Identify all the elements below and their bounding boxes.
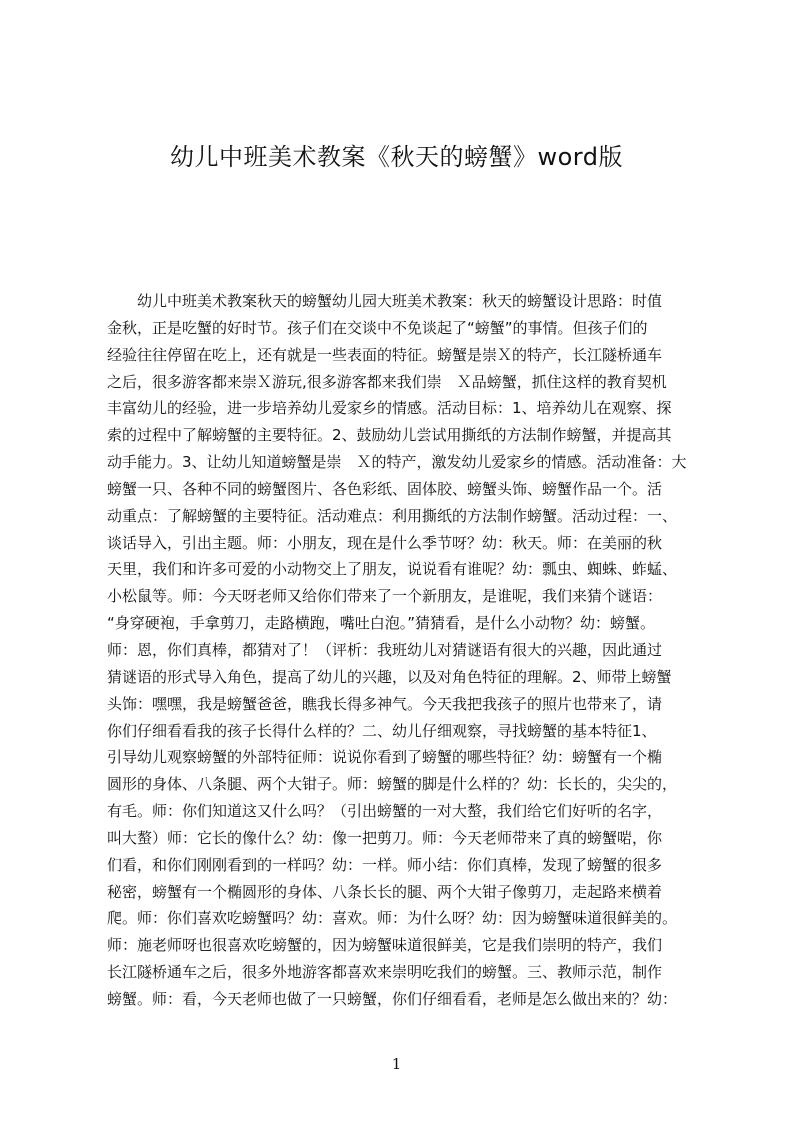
page-number: 1 bbox=[391, 1055, 402, 1073]
body-line: 头饰：嘿嘿，我是螃蟹爸爸，瞧我长得多神气。今天我把我孩子的照片也带来了，请 bbox=[107, 694, 663, 713]
body-line: 螃蟹一只、各种不同的螃蟹图片、各色彩纸、固体胶、螃蟹头饰、螃蟹作品一个。活 bbox=[107, 479, 663, 498]
body-line: 金秋，正是吃蟹的好时节。孩子们在交谈中不免谈起了“螃蟹”的事情。但孩子们的 bbox=[107, 318, 648, 337]
body-line: 经验往往停留在吃上，还有就是一些表面的特征。螃蟹是崇Ｘ的特产，长江隧桥通车 bbox=[107, 345, 663, 364]
body-line: 索的过程中了解螃蟹的主要特征。2、鼓励幼儿尝试用撕纸的方法制作螃蟹，并提高其 bbox=[107, 426, 672, 445]
body-line: 圆形的身体、八条腿、两个大钳子。师：螃蟹的脚是什么样的？幼：长长的，尖尖的， bbox=[107, 775, 678, 794]
document-body bbox=[107, 288, 697, 1038]
body-line: 叫大螯）师：它长的像什么？幼：像一把剪刀。师：今天老师带来了真的螃蟹啱，你 bbox=[107, 828, 663, 847]
body-line: 引导幼儿观察螃蟹的外部特征师：说说你看到了螃蟹的哪些特征？幼：螃蟹有一个椭 bbox=[107, 748, 663, 767]
body-line: 长江隧桥通车之后，很多外地游客都喜欢来崇明吃我们的螃蟹。三、教师示范，制作 bbox=[107, 963, 663, 982]
body-line: 师：施老师呀也很喜欢吃螃蟹的，因为螃蟹味道很鲜美，它是我们崇明的特产，我们 bbox=[107, 936, 663, 955]
body-line: 天里，我们和许多可爱的小动物交上了朋友，说说看有谁呢？幼：瓢虫、蜘蛛、蚱蜢、 bbox=[107, 560, 678, 579]
body-line: 之后，很多游客都来崇Ｘ游玩,很多游客都来我们崇 Ｘ品螃蟹，抓住这样的教育契机 bbox=[107, 372, 667, 391]
body-line: 小松鼠等。师：今天呀老师又给你们带来了一个新朋友，是谁呢，我们来猜个谜语： bbox=[107, 587, 663, 606]
body-line: 师：恩，你们真棒，都猜对了！（评析：我班幼儿对猜谜语有很大的兴趣，因此通过 bbox=[107, 640, 663, 659]
body-line: 动重点：了解螃蟹的主要特征。活动难点：利用撕纸的方法制作螃蟹。活动过程：一、 bbox=[107, 506, 678, 525]
body-line: 猜谜语的形式导入角色，提高了幼儿的兴趣，以及对角色特征的理解。2、师带上螃蟹 bbox=[107, 667, 672, 686]
body-line: 动手能力。3、让幼儿知道螃蟹是崇 Ｘ的特产，激发幼儿爱家乡的情感。活动准备：大 bbox=[107, 453, 687, 472]
document-title: 幼儿中班美术教案《秋天的螃蟹》word版 bbox=[170, 143, 623, 171]
body-line: 你们仔细看看我的孩子长得什么样的？二、幼儿仔细观察，寻找螃蟹的基本特征1、 bbox=[107, 721, 657, 740]
body-line: 螃蟹。师：看，今天老师也做了一只螃蟹，你们仔细看看，老师是怎么做出来的？幼： bbox=[107, 989, 678, 1008]
body-line: “身穿硬袍，手拿剪刀，走路横跑，嘴吐白泡。”猜猜看，是什么小动物？幼：螃蟹。 bbox=[107, 614, 656, 633]
body-line: 幼儿中班美术教案秋天的螃蟹幼儿园大班美术教案：秋天的螃蟹设计思路：时值 bbox=[137, 292, 663, 310]
body-line: 们看，和你们刚刚看到的一样吗？幼：一样。师小结：你们真棒，发现了螃蟹的很多 bbox=[107, 855, 663, 874]
body-line: 丰富幼儿的经验，进一步培养幼儿爱家乡的情感。活动目标：1、培养幼儿在观察、探 bbox=[107, 399, 672, 418]
body-line: 有毛。师：你们知道这又什么吗？（引出螃蟹的一对大螯，我们给它们好听的名字， bbox=[107, 802, 663, 821]
body-line: 谈话导入，引出主题。师：小朋友，现在是什么季节呀？幼：秋天。师：在美丽的秋 bbox=[107, 533, 663, 552]
body-line: 秘密，螃蟹有一个椭圆形的身体、八条长长的腿、两个大钳子像剪刀，走起路来横着 bbox=[107, 882, 663, 901]
body-line: 爬。师：你们喜欢吃螃蟹吗？幼：喜欢。师：为什么呀？幼：因为螃蟹味道很鲜美的。 bbox=[107, 909, 678, 928]
